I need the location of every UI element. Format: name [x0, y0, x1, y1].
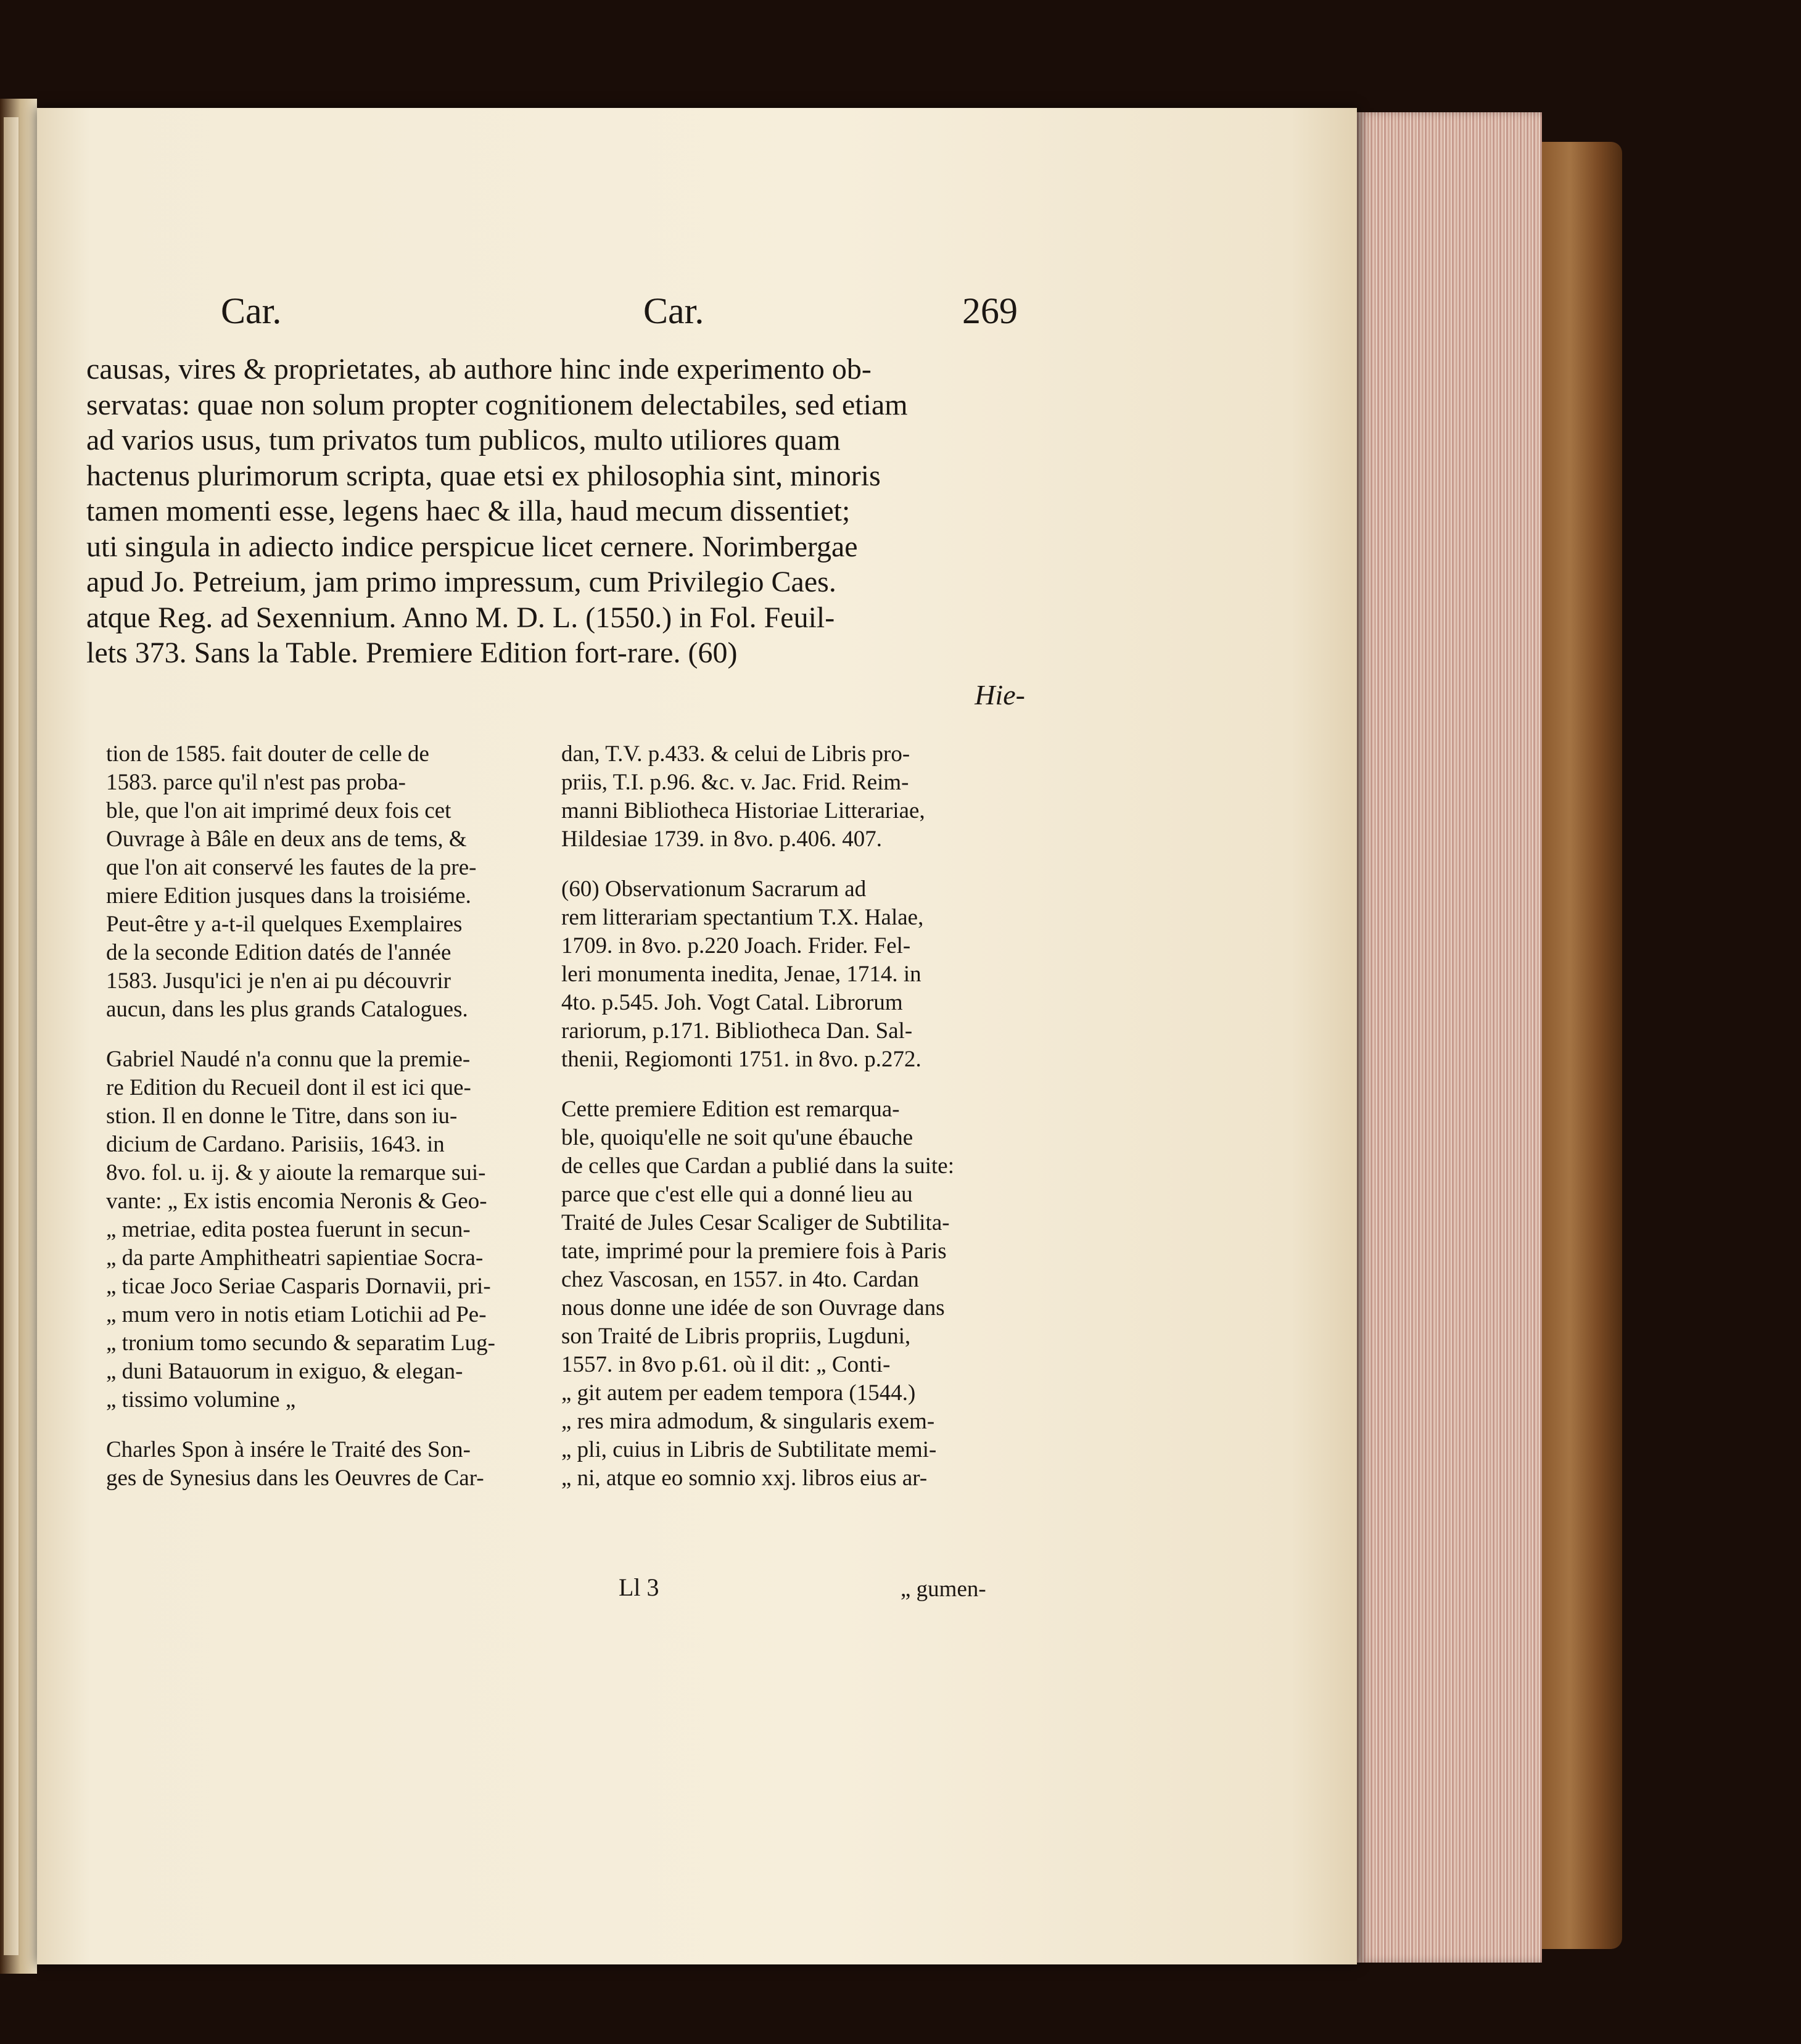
main-line: apud Jo. Petreium, jam primo impressum, cum Privilegio Caes. — [86, 566, 836, 598]
book-cover — [1542, 142, 1622, 1949]
note-paragraph — [106, 1436, 532, 1493]
note-line: „ res mira admodum, & singularis exem- — [561, 1409, 935, 1434]
note-line: de celles que Cardan a publié dans la suite: — [561, 1153, 955, 1179]
note-line: son Traité de Libris propriis, Lugduni, — [561, 1324, 911, 1349]
note-line: Hildesiae 1739. in 8vo. p.406. 407. — [561, 826, 883, 852]
note-line: rariorum, p.171. Bibliotheca Dan. Sal- — [561, 1018, 913, 1044]
note-line: „ tronium tomo secundo & separatim Lug- — [106, 1330, 495, 1356]
page-block-edge — [1357, 112, 1542, 1963]
main-line: uti singula in adiecto indice perspicue licet cernere. Norimbergae — [86, 530, 858, 563]
note-line: „ git autem per eadem tempora (1544.) — [561, 1380, 916, 1406]
facing-page-margin — [4, 117, 19, 1955]
note-line: „ metriae, edita postea fuerunt in secun- — [106, 1217, 471, 1242]
main-line: atque Reg. ad Sexennium. Anno M. D. L. (1550.) in Fol. Feuil- — [86, 601, 835, 634]
note-line: „ ni, atque eo somnio xxj. libros eius ar- — [561, 1465, 928, 1491]
note-line: Traité de Jules Cesar Scaliger de Subtilita- — [561, 1210, 950, 1235]
note-line: que l'on ait conservé les fautes de la pre- — [106, 855, 477, 880]
note-line: leri monumenta inedita, Jenae, 1714. in — [561, 962, 921, 987]
note-line: ble, que l'on ait imprimé deux fois cet — [106, 798, 451, 823]
main-line: hactenus plurimorum scripta, quae etsi ex philosophia sint, minoris — [86, 459, 881, 492]
note-line: „ duni Batauorum in exiguo, & elegan- — [106, 1359, 463, 1384]
note-line: „ tissimo volumine „ — [106, 1387, 296, 1412]
note-line: parce que c'est elle qui a donné lieu au — [561, 1182, 913, 1207]
note-line: stion. Il en donne le Titre, dans son iu- — [106, 1103, 458, 1129]
main-line: lets 373. Sans la Table. Premiere Edition fort-rare. (60) — [86, 637, 738, 669]
note-paragraph — [106, 740, 532, 1024]
running-head-left: Car. — [221, 291, 282, 331]
page-number: 269 — [962, 291, 1018, 331]
note-line: (60) Observationum Sacrarum ad — [561, 876, 867, 902]
main-line: servatas: quae non solum propter cognitionem delectabiles, sed etiam — [86, 388, 908, 421]
note-line: rem litterariam spectantium T.X. Halae, — [561, 905, 924, 930]
note-line: Peut-être y a-t-il quelques Exemplaires — [106, 912, 463, 937]
note-line: 4to. p.545. Joh. Vogt Catal. Librorum — [561, 990, 903, 1015]
note-line: tion de 1585. fait douter de celle de — [106, 741, 429, 767]
note-line: „ mum vero in notis etiam Lotichii ad Pe- — [106, 1302, 487, 1327]
left-column-notes — [106, 740, 532, 1514]
top-catchword: Hie- — [975, 679, 1025, 711]
note-line: „ ticae Joco Seriae Casparis Dornavii, pri- — [106, 1274, 491, 1299]
note-paragraph — [106, 1045, 532, 1414]
note-line: nous donne une idée de son Ouvrage dans — [561, 1295, 945, 1321]
note-line: vante: „ Ex istis encomia Neronis & Geo- — [106, 1189, 487, 1214]
note-line: miere Edition jusques dans la troisiéme. — [106, 883, 471, 909]
note-line: 1583. Jusqu'ici je n'en ai pu découvrir — [106, 968, 451, 994]
note-line: dan, T.V. p.433. & celui de Libris pro- — [561, 741, 910, 767]
main-entry-text — [86, 352, 1027, 671]
signature-mark: Ll 3 — [619, 1573, 659, 1601]
note-line: 1709. in 8vo. p.220 Joach. Frider. Fel- — [561, 933, 911, 958]
note-line: „ da parte Amphitheatri sapientiae Socra- — [106, 1245, 484, 1271]
note-line: Charles Spon à insére le Traité des Son- — [106, 1437, 471, 1462]
note-line: de la seconde Edition datés de l'année — [106, 940, 451, 965]
bottom-catchword: „ gumen- — [900, 1576, 986, 1602]
note-line: 8vo. fol. u. ij. & y aioute la remarque sui- — [106, 1160, 486, 1185]
note-paragraph — [561, 740, 1023, 854]
note-line: Gabriel Naudé n'a connu que la premie- — [106, 1047, 471, 1072]
main-line: tamen momenti esse, legens haec & illa, haud mecum dissentiet; — [86, 495, 851, 527]
note-line: re Edition du Recueil dont il est ici que- — [106, 1075, 471, 1100]
note-line: thenii, Regiomonti 1751. in 8vo. p.272. — [561, 1047, 921, 1072]
note-line: chez Vascosan, en 1557. in 4to. Cardan — [561, 1267, 919, 1292]
note-line: manni Bibliotheca Historiae Litterariae, — [561, 798, 925, 823]
note-line: Cette premiere Edition est remarqua- — [561, 1097, 900, 1122]
note-line: „ pli, cuius in Libris de Subtilitate memi- — [561, 1437, 937, 1462]
note-line: 1583. parce qu'il n'est pas proba- — [106, 770, 406, 795]
note-line: aucun, dans les plus grands Catalogues. — [106, 997, 468, 1022]
running-head-center: Car. — [643, 291, 704, 331]
note-line: 1557. in 8vo p.61. où il dit: „ Conti- — [561, 1352, 891, 1377]
note-line: Ouvrage à Bâle en deux ans de tems, & — [106, 826, 467, 852]
note-line: ges de Synesius dans les Oeuvres de Car- — [106, 1465, 484, 1491]
note-line: dicium de Cardano. Parisiis, 1643. in — [106, 1132, 445, 1157]
note-line: ble, quoiqu'elle ne soit qu'une ébauche — [561, 1125, 913, 1150]
note-paragraph — [561, 1095, 1023, 1493]
main-line: ad varios usus, tum privatos tum publicos, multo utiliores quam — [86, 424, 841, 456]
note-paragraph — [561, 875, 1023, 1074]
note-line: priis, T.I. p.96. &c. v. Jac. Frid. Reim- — [561, 770, 909, 795]
main-line: causas, vires & proprietates, ab authore hinc inde experimento ob- — [86, 353, 872, 385]
right-column-notes — [561, 740, 1023, 1514]
note-line: tate, imprimé pour la premiere fois à Paris — [561, 1238, 947, 1264]
